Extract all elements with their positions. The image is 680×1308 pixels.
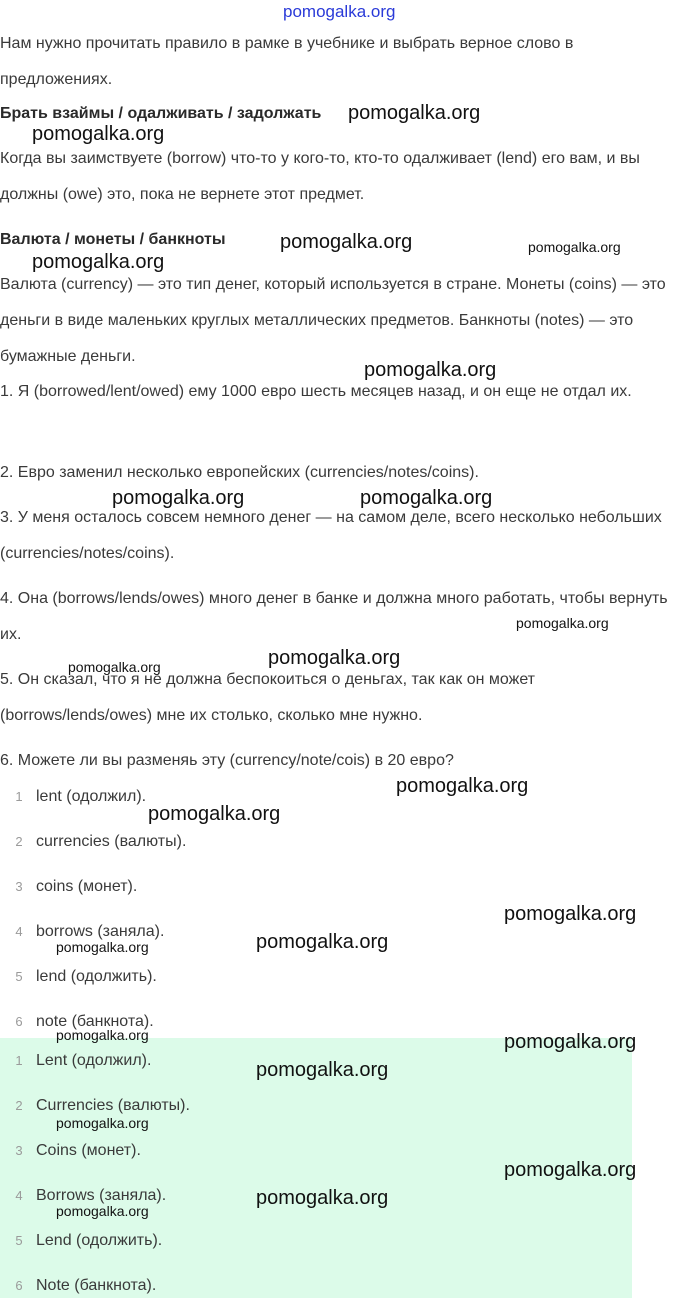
item-text: Coins (монет). [36,1141,141,1159]
section1-text: Когда вы заимствуете (borrow) что-то у кого-то, кто-то одалживает (lend) его вам, и вы должны (owe) это, пока не вернете этот предмет. [0,150,640,203]
watermark: pomogalka.org [364,359,497,381]
watermark: pomogalka.org [56,939,149,955]
watermark: pomogalka.org [56,1027,149,1043]
watermark: pomogalka.org [504,1159,637,1181]
item-number: 1 [15,1053,23,1068]
item-text: Lend (одолжить). [36,1231,163,1249]
list-item [0,819,632,864]
item-number: 4 [15,924,23,939]
watermark: pomogalka.org [280,231,413,253]
watermark: pomogalka.org [32,251,165,273]
watermark: pomogalka.org [256,1059,389,1081]
item-number: 5 [15,969,23,984]
item-text: lend (одолжить). [36,967,157,985]
item-text: note (банкнота). [36,1012,154,1030]
watermark: pomogalka.org [256,1187,389,1209]
watermark: pomogalka.org [68,659,161,675]
watermark: pomogalka.org [32,123,165,145]
item-number: 6 [15,1014,23,1029]
exercise-3: 3. У меня осталось совсем немного денег — на самом деле, всего несколько небольших (currencies/notes/coins). [0,509,662,562]
list-item [0,774,632,819]
item-text: Lent (одолжил). [36,1051,152,1069]
item-number: 3 [15,879,23,894]
item-text: currencies (валюты). [36,832,187,850]
item-text: borrows (заняла). [36,922,165,940]
exercise-6: 6. Можете ли вы разменяь эту (currency/note/cois) в 20 евро? [0,752,454,769]
watermark: pomogalka.org [256,931,389,953]
list-item [0,954,632,999]
list-item [0,1263,632,1308]
watermark: pomogalka.org [516,615,609,631]
exercise-1: 1. Я (borrowed/lent/owed) ему 1000 евро шесть месяцев назад, и он еще не отдал их. [0,383,632,400]
watermark: pomogalka.org [268,647,401,669]
item-number: 2 [15,1098,23,1113]
section1-heading: Брать взаймы / одалживать / задолжать [0,105,322,122]
item-number: 4 [15,1188,23,1203]
item-number: 1 [15,789,23,804]
item-number: 6 [15,1278,23,1293]
watermark: pomogalka.org [504,1031,637,1053]
item-number: 5 [15,1233,23,1248]
item-text: Borrows (заняла). [36,1186,167,1204]
watermark: pomogalka.org [348,102,481,124]
watermark: pomogalka.org [396,775,529,797]
watermark: pomogalka.org [56,1203,149,1219]
watermark: pomogalka.org [148,803,281,825]
item-text: Note (банкнота). [36,1276,157,1294]
intro-text: Нам нужно прочитать правило в рамке в учебнике и выбрать верное слово в предложениях. [0,35,574,88]
section2-text: Валюта (currency) — это тип денег, который используется в стране. Монеты (coins) — это деньги в виде маленьких круглых металлических предметов. Банкноты (notes) — это бумажные деньги. [0,276,666,365]
item-text: lent (одолжил). [36,787,147,805]
exercise-5: 5. Он сказал, что я не должна беспокоиться о деньгах, так как он может (borrows/lends/owes) мне их столько, сколько мне нужно. [0,671,536,724]
exercise-4: 4. Она (borrows/lends/owes) много денег в банке и должна много работать, чтобы вернуть их. [0,590,668,643]
watermark: pomogalka.org [360,487,493,509]
item-text: coins (монет). [36,877,138,895]
item-number: 3 [15,1143,23,1158]
item-text: Currencies (валюты). [36,1096,190,1114]
item-number: 2 [15,834,23,849]
watermark: pomogalka.org [504,903,637,925]
watermark: pomogalka.org [112,487,245,509]
list-item [0,1218,632,1263]
watermark: pomogalka.org [528,239,621,255]
section2-heading: Валюта / монеты / банкноты [0,231,226,248]
watermark: pomogalka.org [56,1115,149,1131]
exercise-2: 2. Евро заменил несколько европейских (currencies/notes/coins). [0,464,479,481]
watermark-top: pomogalka.org [283,2,396,21]
